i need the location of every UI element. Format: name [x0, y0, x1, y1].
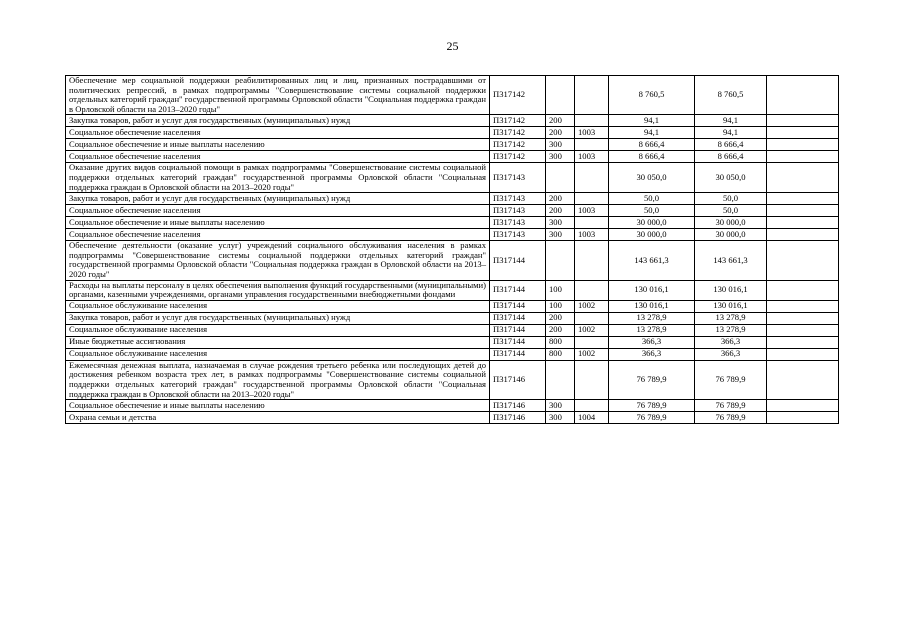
amount-cell: 30 000,0	[609, 229, 695, 241]
amount-total-cell: 130 016,1	[695, 280, 767, 300]
amount-total-cell: 13 278,9	[695, 324, 767, 336]
amount-cell: 76 789,9	[609, 412, 695, 424]
amount-total-cell: 30 000,0	[695, 229, 767, 241]
extra-cell	[767, 127, 839, 139]
amount-cell: 76 789,9	[609, 400, 695, 412]
table-row	[66, 193, 839, 205]
expense-type-cell: 300	[546, 139, 575, 151]
amount-cell: 143 661,3	[609, 241, 695, 280]
expense-name-cell: Обеспечение деятельности (оказание услуг) учреждений социального обслуживания населения в рамках подпрограммы "Совершенствование системы социальной поддержки отдельных категорий граждан" государственной программы Орловской области "Социальная поддержка граждан в Орловской области на 2013–2020 годы"	[66, 241, 490, 280]
amount-total-cell: 94,1	[695, 115, 767, 127]
expense-type-cell: 200	[546, 115, 575, 127]
extra-cell	[767, 412, 839, 424]
section-code-cell: 1004	[575, 412, 609, 424]
expense-type-cell: 300	[546, 151, 575, 163]
expense-type-cell	[546, 241, 575, 280]
amount-total-cell: 50,0	[695, 193, 767, 205]
section-code-cell: 1002	[575, 324, 609, 336]
amount-cell: 94,1	[609, 127, 695, 139]
target-code-cell: П317142	[490, 115, 546, 127]
section-code-cell: 1003	[575, 151, 609, 163]
expense-name-cell: Закупка товаров, работ и услуг для государственных (муниципальных) нужд	[66, 193, 490, 205]
expense-type-cell: 300	[546, 229, 575, 241]
expense-type-cell: 800	[546, 336, 575, 348]
amount-total-cell: 8 666,4	[695, 151, 767, 163]
target-code-cell: П317144	[490, 336, 546, 348]
expense-name-cell: Обеспечение мер социальной поддержки реабилитированных лиц и лиц, признанных пострадавшими от политических репрессий, в рамках подпрограммы "Совершенствование системы социальной поддержки отдельных категорий граждан" государственной программы Орловской области "Социальная поддержка граждан в Орловской области на 2013–2020 годы"	[66, 76, 490, 115]
table-row	[66, 412, 839, 424]
section-code-cell	[575, 139, 609, 151]
target-code-cell: П317146	[490, 400, 546, 412]
section-code-cell: 1003	[575, 127, 609, 139]
table-row	[66, 205, 839, 217]
expense-name-cell: Социальное обеспечение и иные выплаты населению	[66, 400, 490, 412]
expense-name-cell: Социальное обеспечение населения	[66, 205, 490, 217]
section-code-cell	[575, 336, 609, 348]
expense-name-cell: Социальное обеспечение населения	[66, 127, 490, 139]
expense-type-cell	[546, 360, 575, 399]
table-row	[66, 76, 839, 115]
extra-cell	[767, 300, 839, 312]
amount-cell: 76 789,9	[609, 360, 695, 399]
section-code-cell	[575, 163, 609, 193]
target-code-cell: П317146	[490, 360, 546, 399]
extra-cell	[767, 312, 839, 324]
amount-cell: 8 666,4	[609, 139, 695, 151]
target-code-cell: П317143	[490, 217, 546, 229]
section-code-cell	[575, 360, 609, 399]
section-code-cell	[575, 217, 609, 229]
expense-name-cell: Оказание других видов социальной помощи в рамках подпрограммы "Совершенствование системы социальной поддержки отдельных категорий граждан" государственной программы Орловской области "Социальная поддержка граждан в Орловской области на 2013–2020 годы"	[66, 163, 490, 193]
target-code-cell: П317143	[490, 229, 546, 241]
amount-total-cell: 76 789,9	[695, 412, 767, 424]
amount-total-cell: 130 016,1	[695, 300, 767, 312]
expense-name-cell: Закупка товаров, работ и услуг для государственных (муниципальных) нужд	[66, 312, 490, 324]
amount-cell: 13 278,9	[609, 324, 695, 336]
target-code-cell: П317143	[490, 163, 546, 193]
table-row	[66, 300, 839, 312]
amount-cell: 13 278,9	[609, 312, 695, 324]
expense-name-cell: Социальное обслуживание населения	[66, 324, 490, 336]
page-number: 25	[446, 39, 459, 53]
section-code-cell	[575, 312, 609, 324]
amount-total-cell: 143 661,3	[695, 241, 767, 280]
target-code-cell: П317142	[490, 76, 546, 115]
expense-name-cell: Ежемесячная денежная выплата, назначаемая в случае рождения третьего ребенка или последующих детей до достижения ребенком возраста трех лет, в рамках подпрограммы "Совершенствование системы социальной поддержки отдельных категорий граждан" государственной программы Орловской области "Социальная поддержка граждан в Орловской области на 2013–2020 годы"	[66, 360, 490, 399]
target-code-cell: П317142	[490, 127, 546, 139]
table-body	[66, 76, 839, 424]
amount-cell: 50,0	[609, 205, 695, 217]
extra-cell	[767, 163, 839, 193]
extra-cell	[767, 139, 839, 151]
expense-type-cell: 100	[546, 300, 575, 312]
amount-cell: 94,1	[609, 115, 695, 127]
expense-type-cell: 200	[546, 205, 575, 217]
amount-total-cell: 50,0	[695, 205, 767, 217]
amount-cell: 366,3	[609, 348, 695, 360]
table-row	[66, 400, 839, 412]
expense-type-cell: 200	[546, 127, 575, 139]
extra-cell	[767, 229, 839, 241]
amount-cell: 366,3	[609, 336, 695, 348]
table-row	[66, 360, 839, 399]
expense-name-cell: Социальное обслуживание населения	[66, 348, 490, 360]
amount-total-cell: 76 789,9	[695, 360, 767, 399]
amount-cell: 8 666,4	[609, 151, 695, 163]
table-row	[66, 217, 839, 229]
extra-cell	[767, 280, 839, 300]
target-code-cell: П317144	[490, 241, 546, 280]
target-code-cell: П317144	[490, 312, 546, 324]
expense-type-cell: 100	[546, 280, 575, 300]
table-row	[66, 348, 839, 360]
expense-type-cell	[546, 163, 575, 193]
expense-type-cell: 300	[546, 217, 575, 229]
amount-total-cell: 8 760,5	[695, 76, 767, 115]
expense-name-cell: Социальное обеспечение населения	[66, 229, 490, 241]
section-code-cell: 1003	[575, 205, 609, 217]
section-code-cell: 1002	[575, 348, 609, 360]
expense-type-cell: 200	[546, 312, 575, 324]
expense-name-cell: Социальное обеспечение и иные выплаты населению	[66, 217, 490, 229]
table-row	[66, 151, 839, 163]
section-code-cell	[575, 76, 609, 115]
table-row	[66, 127, 839, 139]
extra-cell	[767, 324, 839, 336]
table-row	[66, 336, 839, 348]
amount-total-cell: 94,1	[695, 127, 767, 139]
table-row	[66, 312, 839, 324]
table-row	[66, 280, 839, 300]
amount-total-cell: 30 000,0	[695, 217, 767, 229]
extra-cell	[767, 336, 839, 348]
target-code-cell: П317146	[490, 412, 546, 424]
amount-cell: 50,0	[609, 193, 695, 205]
table-row	[66, 115, 839, 127]
expense-type-cell: 300	[546, 400, 575, 412]
expense-type-cell: 200	[546, 324, 575, 336]
extra-cell	[767, 360, 839, 399]
section-code-cell	[575, 241, 609, 280]
amount-total-cell: 366,3	[695, 348, 767, 360]
table-row	[66, 139, 839, 151]
extra-cell	[767, 348, 839, 360]
table-row	[66, 163, 839, 193]
target-code-cell: П317144	[490, 300, 546, 312]
amount-cell: 30 050,0	[609, 163, 695, 193]
expense-name-cell: Социальное обеспечение населения	[66, 151, 490, 163]
amount-total-cell: 13 278,9	[695, 312, 767, 324]
section-code-cell: 1002	[575, 300, 609, 312]
amount-cell: 8 760,5	[609, 76, 695, 115]
table-row	[66, 241, 839, 280]
expense-name-cell: Социальное обслуживание населения	[66, 300, 490, 312]
table-row	[66, 324, 839, 336]
budget-table	[65, 75, 839, 424]
extra-cell	[767, 115, 839, 127]
extra-cell	[767, 151, 839, 163]
extra-cell	[767, 205, 839, 217]
amount-total-cell: 8 666,4	[695, 139, 767, 151]
section-code-cell	[575, 193, 609, 205]
target-code-cell: П317144	[490, 324, 546, 336]
amount-cell: 130 016,1	[609, 280, 695, 300]
amount-total-cell: 366,3	[695, 336, 767, 348]
expense-name-cell: Охрана семьи и детства	[66, 412, 490, 424]
target-code-cell: П317143	[490, 205, 546, 217]
extra-cell	[767, 193, 839, 205]
amount-total-cell: 76 789,9	[695, 400, 767, 412]
expense-type-cell: 300	[546, 412, 575, 424]
section-code-cell	[575, 400, 609, 412]
target-code-cell: П317142	[490, 139, 546, 151]
expense-name-cell: Расходы на выплаты персоналу в целях обеспечения выполнения функций государственными (муниципальными) органами, казенными учреждениями, органами управления государственными внебюджетными фондами	[66, 280, 490, 300]
expense-name-cell: Социальное обеспечение и иные выплаты населению	[66, 139, 490, 151]
extra-cell	[767, 76, 839, 115]
amount-cell: 130 016,1	[609, 300, 695, 312]
expense-type-cell: 200	[546, 193, 575, 205]
extra-cell	[767, 217, 839, 229]
expense-name-cell: Иные бюджетные ассигнования	[66, 336, 490, 348]
target-code-cell: П317144	[490, 348, 546, 360]
target-code-cell: П317144	[490, 280, 546, 300]
extra-cell	[767, 400, 839, 412]
expense-type-cell: 800	[546, 348, 575, 360]
amount-cell: 30 000,0	[609, 217, 695, 229]
extra-cell	[767, 241, 839, 280]
expense-name-cell: Закупка товаров, работ и услуг для государственных (муниципальных) нужд	[66, 115, 490, 127]
table-row	[66, 229, 839, 241]
section-code-cell	[575, 280, 609, 300]
target-code-cell: П317142	[490, 151, 546, 163]
section-code-cell	[575, 115, 609, 127]
amount-total-cell: 30 050,0	[695, 163, 767, 193]
expense-type-cell	[546, 76, 575, 115]
target-code-cell: П317143	[490, 193, 546, 205]
section-code-cell: 1003	[575, 229, 609, 241]
